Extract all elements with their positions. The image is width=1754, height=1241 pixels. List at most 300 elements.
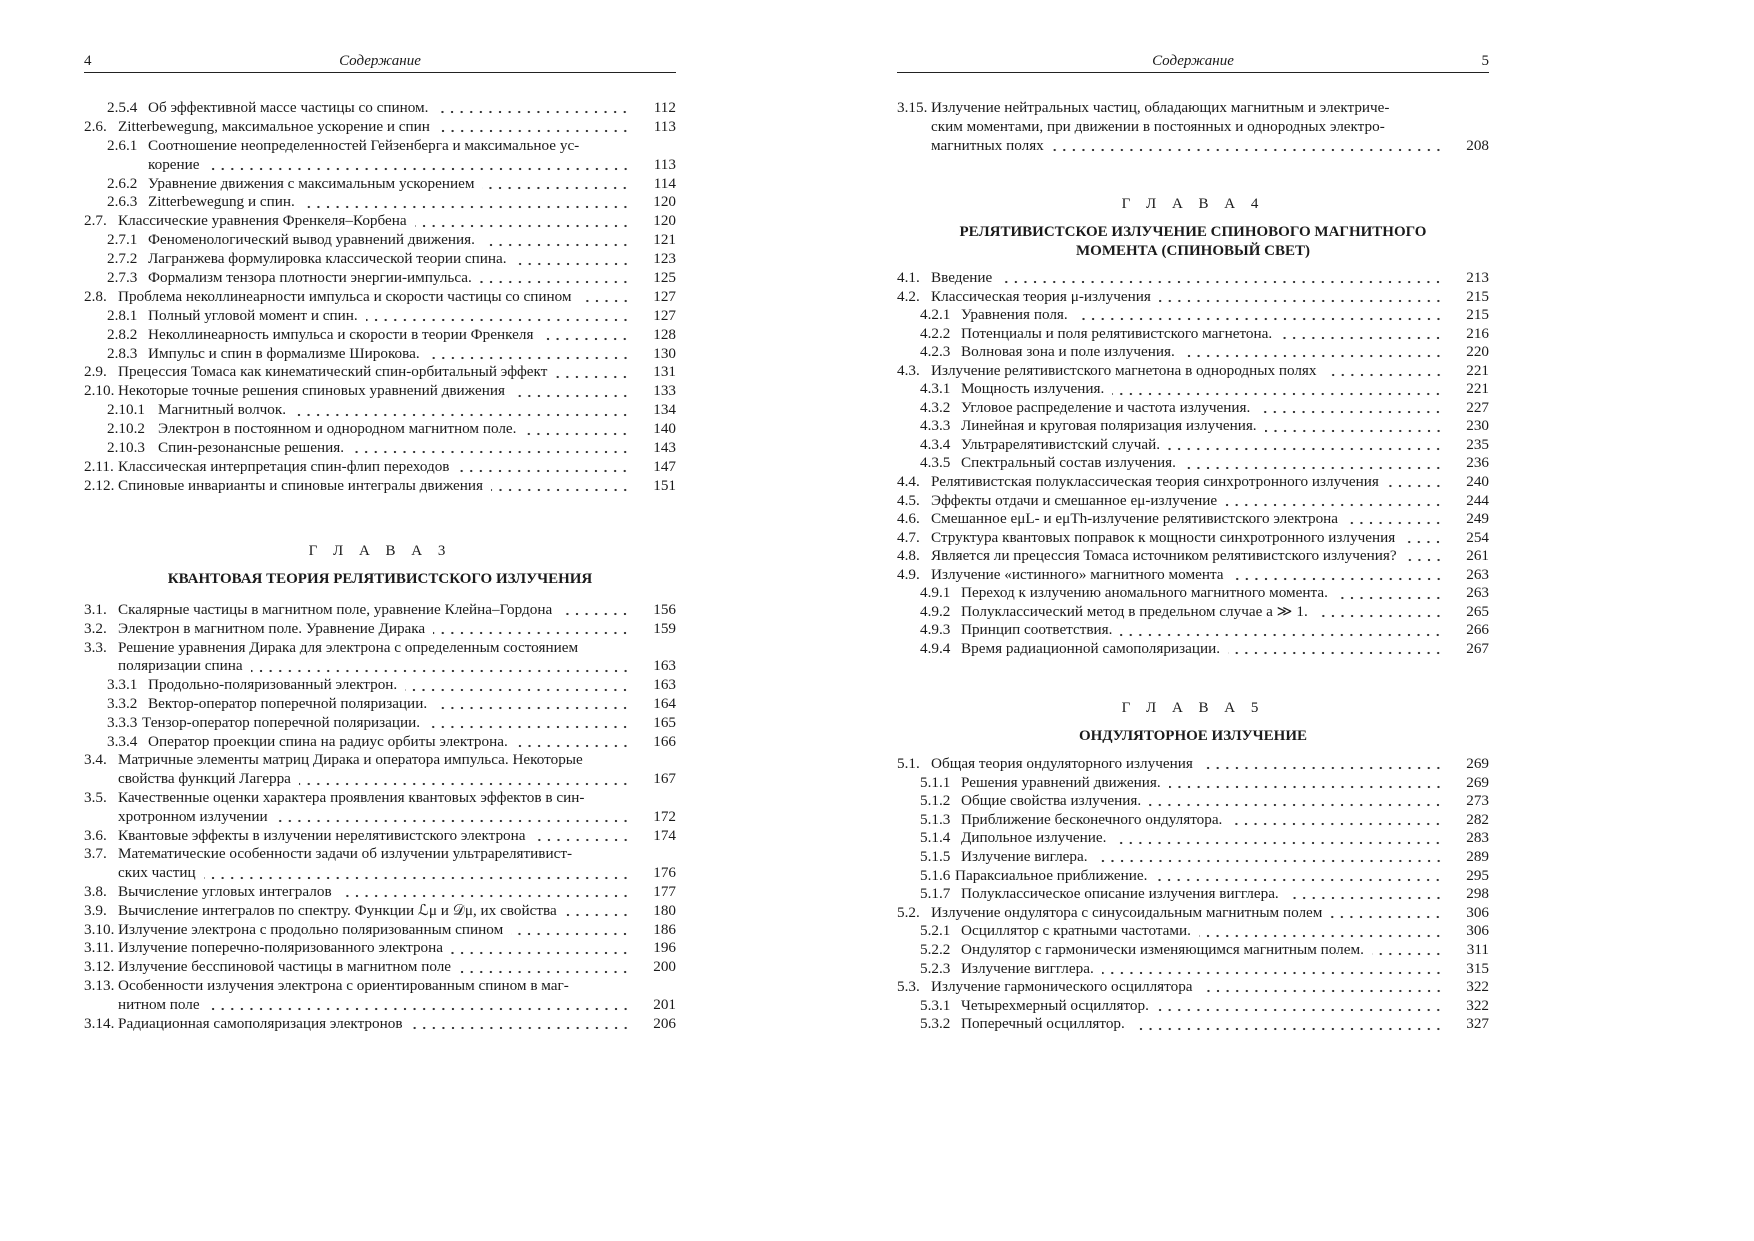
entry-title: Прецессия Томаса как кинематический спин-орбитальный эффект (118, 363, 548, 381)
entry-number: 5.2.3 (920, 959, 951, 977)
dot-leader (208, 1007, 630, 1011)
dot-leader (1076, 317, 1443, 321)
entry-number: 5.2.2 (920, 940, 951, 958)
toc-line (84, 883, 676, 902)
entry-title: магнитных полях (931, 136, 1044, 154)
toc-entry[interactable] (84, 695, 676, 714)
dot-leader (251, 669, 630, 673)
entry-title: Четырехмерный осциллятор. (961, 996, 1149, 1014)
entry-page-number: 151 (653, 476, 676, 494)
toc-entry[interactable] (84, 714, 676, 733)
entry-title: Решение уравнения Дирака для электрона с определенным состоянием (118, 638, 579, 656)
toc-entry[interactable] (897, 792, 1489, 811)
toc-entry[interactable] (897, 529, 1489, 548)
entry-page-number: 220 (1466, 343, 1489, 361)
entry-text-line (897, 885, 1489, 904)
entry-page-number: 127 (653, 287, 676, 305)
toc-entry[interactable] (84, 977, 676, 1015)
toc-entry[interactable] (84, 99, 676, 118)
toc-line (897, 1015, 1489, 1034)
entry-number: 5.2.1 (920, 922, 951, 940)
dot-leader (208, 167, 630, 171)
toc-entry[interactable] (897, 774, 1489, 793)
toc-entry[interactable] (897, 978, 1489, 997)
entry-text-line (84, 733, 676, 752)
toc-entry[interactable] (84, 676, 676, 695)
dot-leader (1287, 896, 1443, 900)
entry-text-line (84, 845, 676, 864)
entry-text-line (897, 380, 1489, 399)
dot-leader (433, 631, 630, 635)
toc-line (84, 864, 676, 883)
toc-entry[interactable] (897, 811, 1489, 830)
entry-text-line (84, 326, 676, 345)
chapter-title: ОНДУЛЯТОРНОЕ ИЗЛУЧЕНИЕ (1078, 728, 1308, 744)
toc-line (84, 789, 676, 808)
entry-page-number: 201 (653, 995, 676, 1013)
entry-number: 4.2.1 (920, 306, 951, 324)
toc-entry[interactable] (897, 473, 1489, 492)
toc-entry[interactable] (84, 601, 676, 620)
toc-entry[interactable] (897, 621, 1489, 640)
entry-text-line (84, 751, 676, 770)
entry-text-line (84, 883, 676, 902)
chapter-title: РЕЛЯТИВИСТСКОЕ ИЗЛУЧЕНИЕ СПИНОВОГО МАГНИТНОГО МОМЕНТА (СПИНОВЫЙ СВЕТ) (959, 224, 1427, 259)
toc-line (84, 601, 676, 620)
entry-number: 3.10. (84, 920, 115, 938)
entry-number: 4.8. (897, 547, 920, 565)
entry-page-number: 147 (653, 457, 676, 475)
toc-line (897, 417, 1489, 436)
toc-entry[interactable] (897, 325, 1489, 344)
entry-text-line (897, 529, 1489, 548)
entry-text-line (84, 401, 676, 420)
entry-text-line (897, 904, 1489, 923)
dot-leader (1000, 280, 1443, 284)
entry-number: 5.1.7 (920, 885, 951, 903)
entry-text-line (84, 601, 676, 620)
toc-entry[interactable] (897, 941, 1489, 960)
entry-page-number: 120 (653, 193, 676, 211)
dot-leader (415, 224, 630, 228)
toc-entry[interactable] (897, 99, 1489, 156)
entry-text-line (897, 137, 1489, 156)
toc-entry[interactable] (84, 250, 676, 269)
entry-number: 4.9. (897, 565, 920, 583)
entry-page-number: 235 (1466, 435, 1489, 453)
toc-line (897, 399, 1489, 418)
toc-line (84, 231, 676, 250)
toc-line (897, 436, 1489, 455)
entry-number: 2.8. (84, 287, 107, 305)
entry-text-line (897, 325, 1489, 344)
entry-text-line (84, 620, 676, 639)
entry-text-line (84, 288, 676, 307)
dot-leader (1159, 299, 1443, 303)
entry-number: 2.8.1 (107, 306, 138, 324)
entry-page-number: 176 (653, 864, 676, 882)
entry-page-number: 159 (653, 619, 676, 637)
entry-number: 4.4. (897, 473, 920, 491)
toc-entry[interactable] (897, 436, 1489, 455)
entry-number: 2.7.2 (107, 250, 138, 268)
toc-entry[interactable] (84, 363, 676, 382)
toc-line (897, 997, 1489, 1016)
entry-title: Общие свойства излучения. (961, 792, 1142, 810)
toc-line (897, 343, 1489, 362)
toc-line (897, 362, 1489, 381)
entry-title: Принцип соответствия. (961, 621, 1113, 639)
dot-leader (1133, 1027, 1443, 1031)
toc-entry[interactable] (84, 751, 676, 789)
toc-entry[interactable] (84, 420, 676, 439)
entry-page-number: 130 (653, 344, 676, 362)
entry-number: 5.1.4 (920, 829, 951, 847)
dot-leader (438, 129, 630, 133)
toc-entry[interactable] (897, 454, 1489, 473)
toc-entry[interactable] (897, 492, 1489, 511)
toc-entry[interactable] (84, 382, 676, 401)
entry-number: 4.9.2 (920, 602, 951, 620)
toc-entry[interactable] (84, 1015, 676, 1034)
entry-title: Матричные элементы матриц Дирака и оператора импульса. Некоторые (118, 751, 583, 769)
toc-line (84, 620, 676, 639)
dot-leader (405, 688, 630, 692)
toc-entry[interactable] (84, 345, 676, 364)
entry-number: 3.14. (84, 1014, 115, 1032)
entry-number: 4.9.3 (920, 621, 951, 639)
entry-number: 4.3.3 (920, 417, 951, 435)
entry-text-line (84, 307, 676, 326)
toc-line (897, 137, 1489, 156)
entry-title: Математические особенности задачи об излучении ультрарелятивист- (118, 845, 573, 863)
entry-number: 3.2. (84, 619, 107, 637)
entry-title: нитном поле (118, 995, 200, 1013)
entry-title: Проблема неколлинеарности импульса и скорости частицы со спином (118, 287, 572, 305)
entry-page-number: 166 (653, 732, 676, 750)
entry-page-number: 221 (1466, 361, 1489, 379)
entry-number: 3.12. (84, 958, 115, 976)
entry-text-line (84, 137, 676, 156)
dot-leader (1405, 558, 1443, 562)
dot-leader (534, 838, 630, 842)
entry-number: 5.3.2 (920, 1015, 951, 1033)
entry-number: 3.5. (84, 788, 107, 806)
entry-page-number: 269 (1466, 773, 1489, 791)
toc-line (84, 977, 676, 996)
dot-leader (1280, 336, 1443, 340)
entry-title: ских частиц (118, 864, 196, 882)
entry-page-number: 196 (653, 939, 676, 957)
toc-entry[interactable] (897, 885, 1489, 904)
entry-number: 2.11. (84, 457, 114, 475)
entry-page-number: 266 (1466, 621, 1489, 639)
toc-entry[interactable] (897, 547, 1489, 566)
entry-number: 3.3.4 (107, 732, 138, 750)
entry-number: 2.7.1 (107, 231, 138, 249)
dot-leader (483, 243, 630, 247)
dot-leader (1157, 1008, 1443, 1012)
entry-title: поляризации спина (118, 657, 243, 675)
toc-section (897, 755, 1489, 1034)
entry-page-number: 249 (1466, 510, 1489, 528)
toc-entry[interactable] (897, 997, 1489, 1016)
entry-title: Введение (931, 269, 993, 286)
entry-number: 2.6.3 (107, 193, 138, 211)
entry-text-line (897, 640, 1489, 659)
toc-entry[interactable] (84, 439, 676, 458)
toc-entry[interactable] (84, 326, 676, 345)
entry-page-number: 269 (1466, 755, 1489, 772)
entry-page-number: 200 (653, 958, 676, 976)
entry-number: 2.10. (84, 382, 115, 400)
entry-text-line (84, 695, 676, 714)
entry-page-number: 254 (1466, 528, 1489, 546)
entry-title: Дипольное излучение. (961, 829, 1107, 847)
chapter-heading (84, 543, 676, 589)
entry-text-line (84, 193, 676, 212)
entry-title: Тензор-оператор поперечной поляризации. (142, 713, 421, 731)
entry-title: Излучение «истинного» магнитного момента (931, 565, 1224, 583)
toc-line (897, 774, 1489, 793)
entry-text-line (84, 921, 676, 940)
toc-entry[interactable] (84, 958, 676, 977)
toc-line (897, 960, 1489, 979)
toc-line (84, 733, 676, 752)
entry-title: Спектральный состав излучения. (961, 454, 1176, 472)
dot-leader (1052, 148, 1443, 152)
dot-leader (565, 913, 630, 917)
entry-number: 3.15. (897, 99, 928, 116)
entry-title: Излучение электрона с продольно поляризованным спином (118, 920, 504, 938)
toc-entry[interactable] (84, 902, 676, 921)
entry-number: 4.9.1 (920, 584, 951, 602)
entry-text-line (84, 770, 676, 789)
dot-leader (1325, 373, 1443, 377)
dot-leader (555, 375, 630, 379)
toc-entry[interactable] (84, 212, 676, 231)
entry-page-number: 164 (653, 694, 676, 712)
entry-page-number: 236 (1466, 454, 1489, 472)
entry-title: Излучение поперечно-поляризованного электрона (118, 939, 444, 957)
toc-line (897, 848, 1489, 867)
chapter-title: КВАНТОВАЯ ТЕОРИЯ РЕЛЯТИВИСТСКОГО ИЗЛУЧЕНИЯ (167, 571, 593, 587)
toc-entry[interactable] (84, 733, 676, 752)
toc-entry[interactable] (897, 848, 1489, 867)
toc-entry[interactable] (897, 603, 1489, 622)
dot-leader (459, 970, 630, 974)
entry-page-number: 282 (1466, 810, 1489, 828)
toc-line (84, 420, 676, 439)
toc-entry[interactable] (84, 639, 676, 677)
chapter-label: Г Л А В А 5 (1121, 700, 1265, 716)
toc-entry[interactable] (897, 288, 1489, 307)
toc-entry[interactable] (897, 362, 1489, 381)
entry-page-number: 127 (653, 306, 676, 324)
toc-entry[interactable] (897, 829, 1489, 848)
toc-line (84, 1015, 676, 1034)
entry-text-line (84, 382, 676, 401)
entry-number: 3.1. (84, 601, 107, 618)
toc-entry[interactable] (84, 288, 676, 307)
entry-text-line (84, 99, 676, 118)
dot-leader (1102, 971, 1443, 975)
toc-entry[interactable] (84, 620, 676, 639)
entry-number: 3.3.1 (107, 676, 138, 694)
entry-page-number: 113 (653, 117, 676, 135)
toc-entry[interactable] (897, 960, 1489, 979)
toc-entry[interactable] (84, 307, 676, 326)
toc-line (84, 439, 676, 458)
toc-entry[interactable] (84, 883, 676, 902)
entry-page-number: 123 (653, 250, 676, 268)
toc-entry[interactable] (84, 939, 676, 958)
toc-entry[interactable] (84, 477, 676, 496)
entry-page-number: 240 (1466, 473, 1489, 491)
toc-entry[interactable] (84, 845, 676, 883)
toc-line (897, 454, 1489, 473)
entry-text-line (897, 473, 1489, 492)
entry-title: Классическая теория μ-излучения (931, 287, 1151, 305)
toc-entry[interactable] (897, 755, 1489, 774)
entry-number: 4.6. (897, 510, 920, 528)
entry-page-number: 163 (653, 676, 676, 694)
entry-title: свойства функций Лагерра (118, 770, 291, 788)
entry-page-number: 156 (653, 601, 676, 618)
entry-title: Оператор проекции спина на радиус орбиты электрона. (148, 732, 508, 750)
toc-entry[interactable] (897, 1015, 1489, 1034)
toc-entry[interactable] (84, 401, 676, 420)
entry-number: 5.1.3 (920, 810, 951, 828)
entry-text-line (897, 269, 1489, 288)
dot-leader (1201, 766, 1443, 770)
toc-entry[interactable] (897, 922, 1489, 941)
entry-page-number: 133 (653, 382, 676, 400)
toc-entry[interactable] (897, 380, 1489, 399)
entry-text-line (897, 343, 1489, 362)
entry-text-line (897, 960, 1489, 979)
toc-line (84, 695, 676, 714)
toc-entry[interactable] (897, 904, 1489, 923)
toc-entry[interactable] (84, 231, 676, 250)
entry-title: Уравнения поля. (961, 306, 1068, 324)
toc-line (897, 978, 1489, 997)
entry-text-line (897, 603, 1489, 622)
toc-entry[interactable] (84, 137, 676, 175)
running-head-title: Содержание (339, 53, 421, 69)
toc-line (84, 657, 676, 676)
toc-entry[interactable] (84, 118, 676, 137)
toc-line (897, 755, 1489, 774)
entry-title: Линейная и круговая поляризация излучения. (961, 417, 1257, 435)
toc-line (897, 904, 1489, 923)
toc-entry[interactable] (84, 827, 676, 846)
entry-page-number: 143 (653, 439, 676, 457)
entry-title: Соотношение неопределенностей Гейзенберга и максимальное ус- (148, 136, 580, 154)
entry-title: Мощность излучения. (961, 380, 1105, 398)
entry-title: Волновая зона и поле излучения. (961, 343, 1175, 361)
entry-number: 3.8. (84, 882, 107, 900)
toc-entry[interactable] (897, 867, 1489, 886)
toc-entry[interactable] (897, 584, 1489, 603)
entry-page-number: 177 (653, 882, 676, 900)
toc-line (897, 792, 1489, 811)
toc-entry[interactable] (897, 399, 1489, 418)
entry-text-line (897, 118, 1489, 137)
toc-line (84, 676, 676, 695)
toc-entry[interactable] (897, 269, 1489, 288)
entry-title: Качественные оценки характера проявления квантовых эффектов в син- (118, 788, 585, 806)
entry-title: Излучение релятивистского магнетона в однородных полях (931, 361, 1317, 379)
entry-text-line (84, 156, 676, 175)
toc-entry[interactable] (84, 921, 676, 940)
entry-text-line (84, 1015, 676, 1034)
entry-text-line (897, 848, 1489, 867)
entry-number: 4.3. (897, 361, 920, 379)
entry-title: Полуклассическое описание излучения вигглера. (961, 885, 1279, 903)
toc-line (897, 811, 1489, 830)
entry-text-line (897, 566, 1489, 585)
entry-text-line (84, 958, 676, 977)
entry-title: Особенности излучения электрона с ориентированным спином в маг- (118, 976, 569, 994)
entry-number: 5.1.1 (920, 773, 951, 791)
entry-title: Скалярные частицы в магнитном поле, уравнение Клейна–Гордона (118, 601, 553, 618)
toc-line (84, 401, 676, 420)
toc-line (84, 288, 676, 307)
toc-entry[interactable] (84, 193, 676, 212)
entry-text-line (84, 175, 676, 194)
entry-page-number: 131 (653, 363, 676, 381)
dot-leader (276, 819, 630, 823)
toc-line (84, 156, 676, 175)
toc-entry[interactable] (897, 566, 1489, 585)
toc-entry[interactable] (84, 175, 676, 194)
entry-page-number: 311 (1466, 940, 1489, 958)
toc-entry[interactable] (84, 458, 676, 477)
entry-number: 4.2.2 (920, 324, 951, 342)
entry-text-line (897, 867, 1489, 886)
entry-page-number: 121 (653, 231, 676, 249)
entry-page-number: 163 (653, 657, 676, 675)
dot-leader (1114, 841, 1443, 845)
toc-entry[interactable] (897, 417, 1489, 436)
left-page (84, 0, 676, 1241)
toc-entry[interactable] (897, 343, 1489, 362)
entry-title: Полуклассический метод в предельном случае a ≫ 1. (961, 602, 1308, 620)
dot-leader (1225, 503, 1443, 507)
toc-line (84, 639, 676, 658)
toc-entry[interactable] (897, 640, 1489, 659)
toc-entry[interactable] (897, 306, 1489, 325)
toc-entry[interactable] (897, 510, 1489, 529)
entry-title: Уравнение движения с максимальным ускорением (148, 174, 475, 192)
dot-leader (1232, 577, 1443, 581)
entry-text-line (84, 363, 676, 382)
dot-leader (480, 280, 630, 284)
toc-entry[interactable] (84, 269, 676, 288)
dot-leader (511, 932, 630, 936)
toc-line (84, 326, 676, 345)
toc-entry[interactable] (84, 789, 676, 827)
entry-text-line (897, 492, 1489, 511)
entry-text-line (84, 477, 676, 496)
toc-line (897, 269, 1489, 288)
dot-leader (1228, 651, 1443, 655)
entry-title: Импульс и спин в формализме Широкова. (148, 344, 420, 362)
dot-leader (516, 744, 630, 748)
entry-page-number: 322 (1466, 996, 1489, 1014)
right-page (897, 0, 1489, 1241)
